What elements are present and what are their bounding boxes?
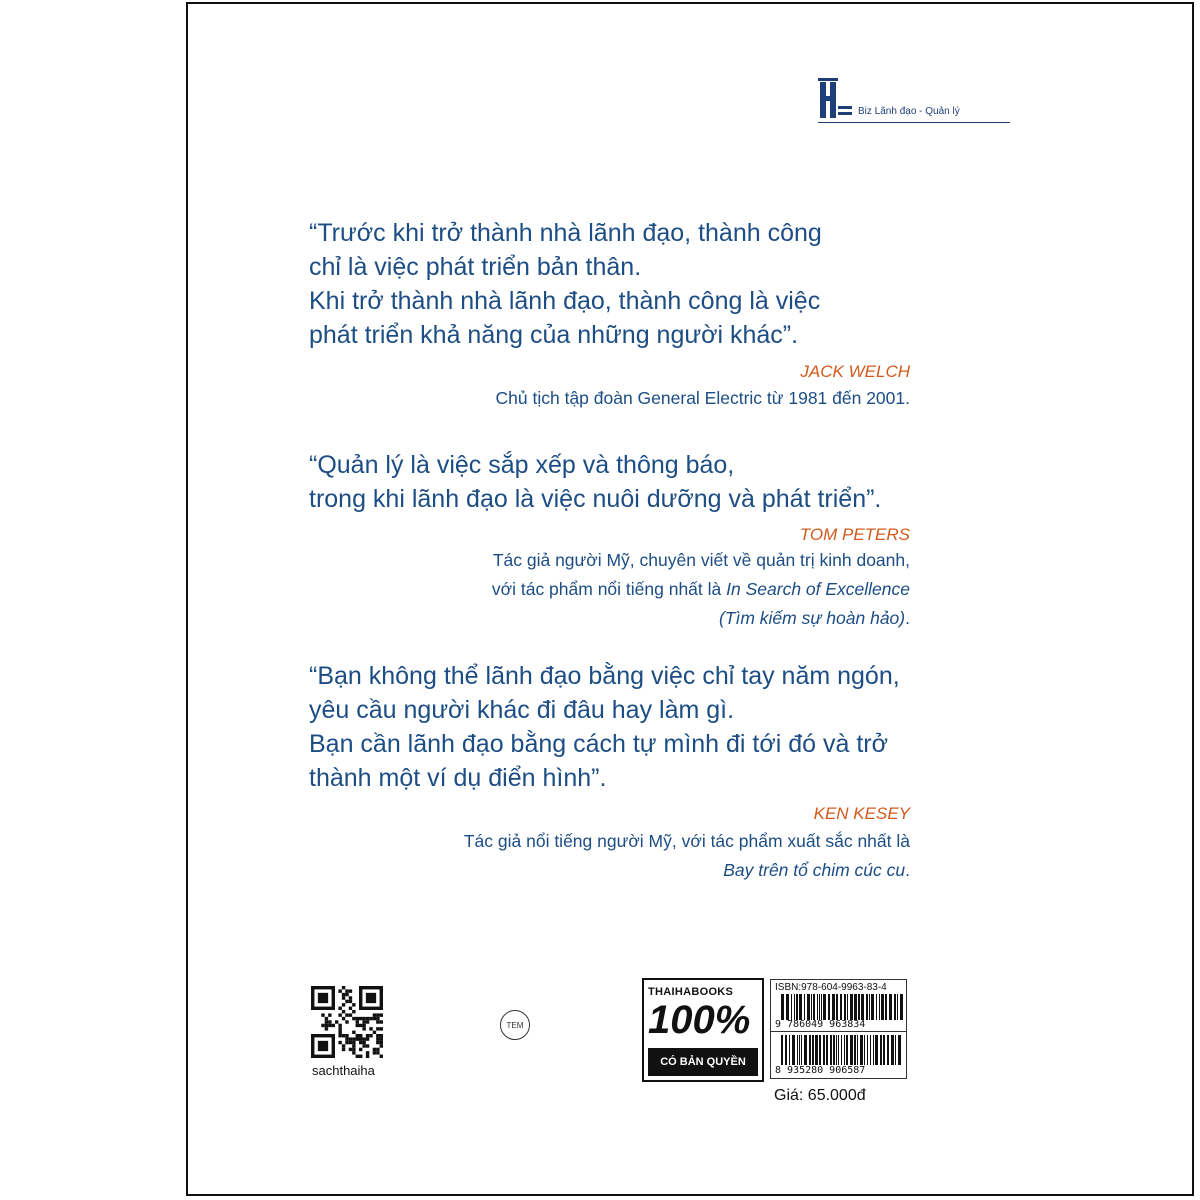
quote-line: “Bạn không thể lãnh đạo bằng việc chỉ tay năm ngón, bbox=[309, 662, 900, 690]
isbn-bars bbox=[781, 994, 903, 1020]
bio-line bbox=[492, 604, 910, 633]
bio-text: với tác phẩm nổi tiếng nhất là bbox=[491, 579, 722, 599]
author-ken-kesey: KEN KESEY bbox=[813, 804, 910, 823]
quote-line: Khi trở thành nhà lãnh đạo, thành công là việc bbox=[309, 287, 821, 315]
tem-sticker: TEM bbox=[500, 1010, 530, 1040]
ean-bars bbox=[781, 1035, 903, 1065]
copyright-badge bbox=[642, 978, 764, 1082]
book-title-translation: (Tìm kiếm sự hoàn hảo) bbox=[718, 608, 906, 628]
badge-strip: CÓ BẢN QUYỀN bbox=[648, 1048, 758, 1076]
quote-line: Bạn cần lãnh đạo bằng cách tự mình đi tới đó và trở bbox=[309, 730, 889, 758]
quote-line: phát triển khả năng của những người khác”. bbox=[309, 321, 799, 349]
quote-line: “Quản lý là việc sắp xếp và thông báo, bbox=[309, 451, 735, 479]
quote-tom-peters bbox=[309, 448, 881, 516]
bio-text: . bbox=[905, 608, 910, 628]
isbn-text: ISBN:978-604-9963-83-4 bbox=[775, 982, 887, 993]
quote-line: “Trước khi trở thành nhà lãnh đạo, thành công bbox=[309, 219, 822, 247]
quote-line: trong khi lãnh đạo là việc nuôi dưỡng và phát triển”. bbox=[309, 485, 882, 513]
quote-line: yêu cầu người khác đi đâu hay làm gì. bbox=[309, 696, 735, 724]
bio-tom-peters bbox=[492, 546, 910, 633]
bio-line: Tác giả người Mỹ, chuyên viết về quản trị kinh doanh, bbox=[492, 550, 910, 570]
bio-line bbox=[464, 856, 910, 885]
qr-code[interactable] bbox=[311, 986, 383, 1058]
quote-line: thành một ví dụ điển hình”. bbox=[309, 764, 607, 792]
isbn-barcode bbox=[770, 979, 907, 1033]
isbn-digits: 9 786049 963834 bbox=[775, 1019, 866, 1030]
book-title: In Search of Excellence bbox=[726, 579, 910, 599]
bio-jack-welch bbox=[496, 384, 910, 413]
series-label: Biz Lãnh đạo - Quản lý bbox=[858, 106, 960, 117]
badge-brand: THAIHABOOKS bbox=[648, 986, 734, 998]
quote-line: chỉ là việc phát triển bản thân. bbox=[309, 253, 642, 281]
bio-text: . bbox=[905, 860, 910, 880]
badge-percent: 100% bbox=[648, 998, 751, 1042]
price-label: Giá: 65.000đ bbox=[774, 1087, 866, 1104]
publisher-emblem-icon bbox=[818, 78, 858, 122]
bio-line: Chủ tịch tập đoàn General Electric từ 1981 đến 2001. bbox=[495, 388, 910, 408]
quote-ken-kesey bbox=[309, 659, 900, 795]
qr-label: sachthaiha bbox=[312, 1063, 375, 1078]
bio-line: Tác giả nổi tiếng người Mỹ, với tác phẩm xuất sắc nhất là bbox=[463, 831, 910, 851]
author-jack-welch: JACK WELCH bbox=[800, 362, 910, 381]
book-title: Bay trên tổ chim cúc cu bbox=[723, 860, 906, 880]
bio-line bbox=[492, 575, 910, 604]
quote-jack-welch bbox=[309, 216, 822, 352]
publisher-rule bbox=[818, 122, 1010, 123]
bio-ken-kesey bbox=[464, 827, 910, 885]
publisher-logo bbox=[818, 78, 1010, 124]
ean-digits: 8 935280 906587 bbox=[775, 1065, 866, 1076]
ean-barcode bbox=[770, 1031, 907, 1079]
author-tom-peters: TOM PETERS bbox=[799, 525, 910, 544]
